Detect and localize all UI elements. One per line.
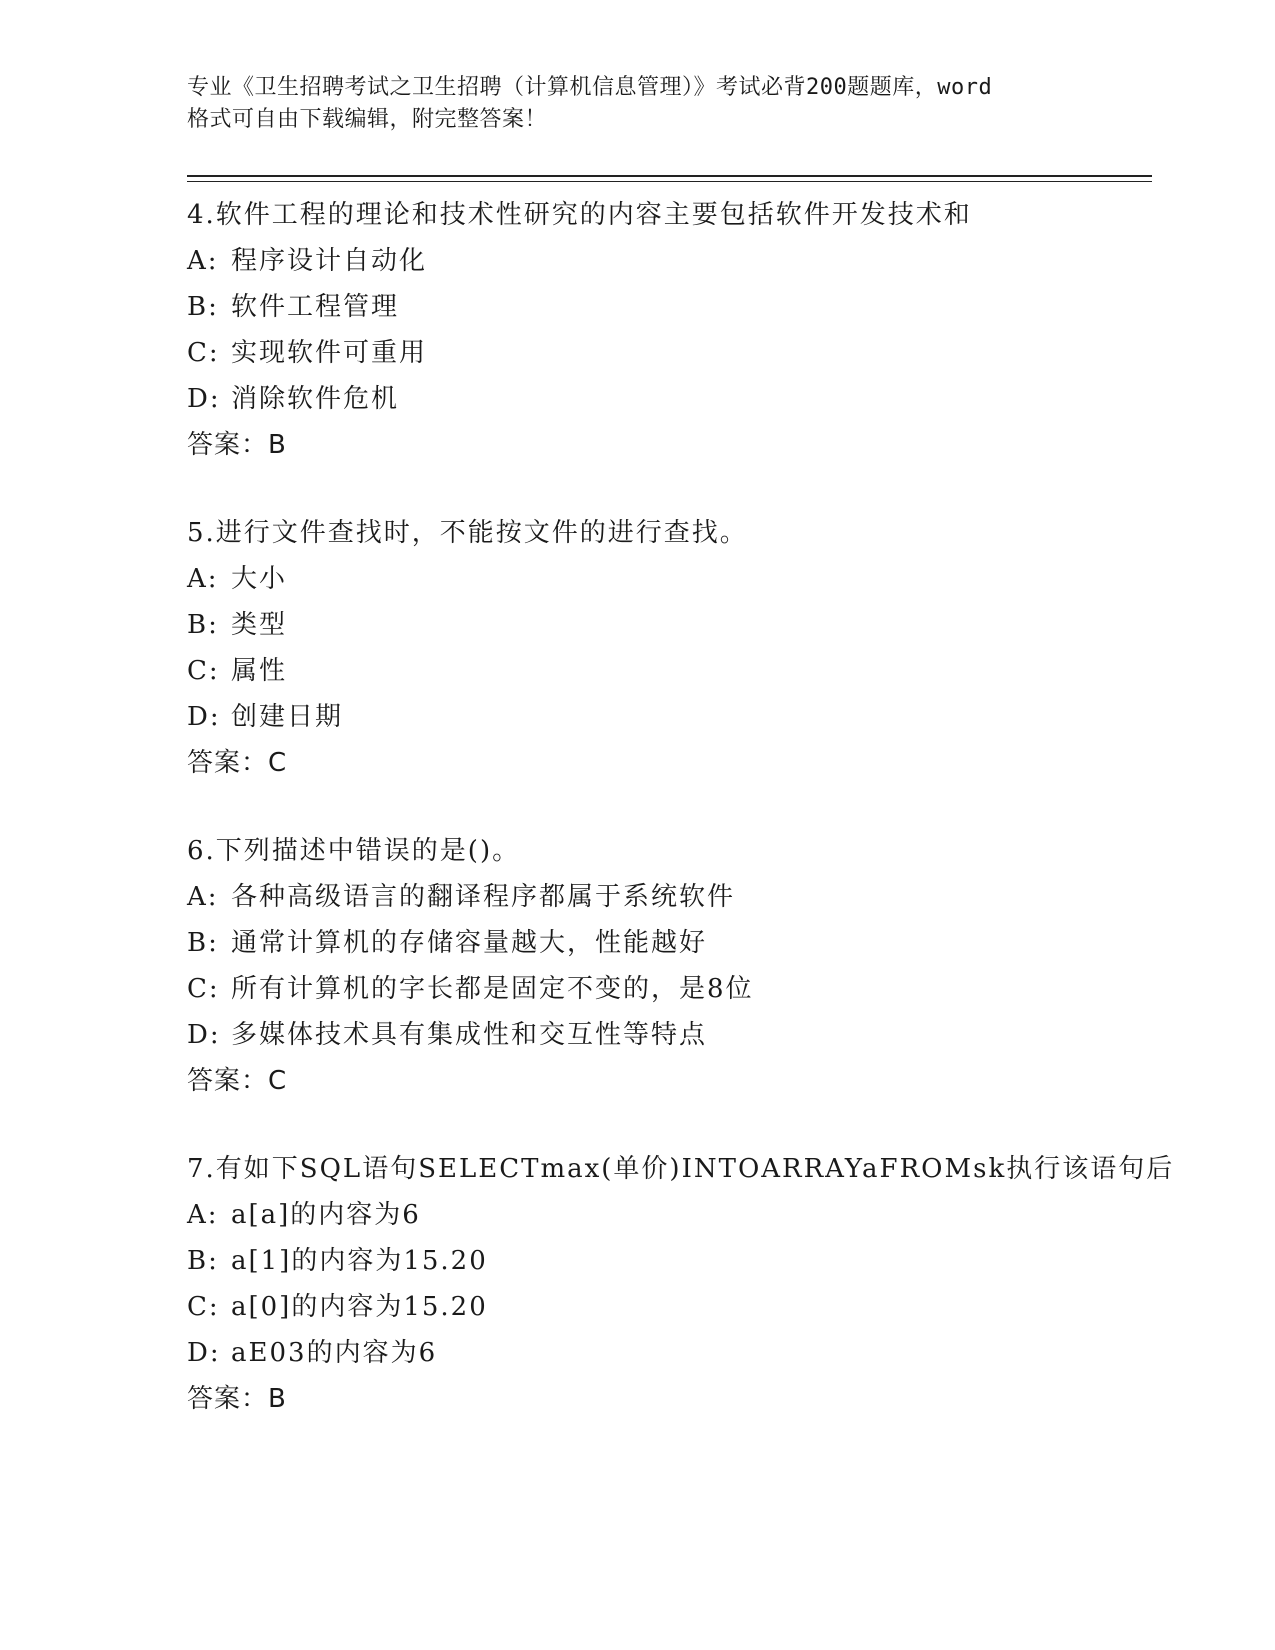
option-letter: A: [187,246,219,276]
header-line-2: 格式可自由下载编辑，附完整答案！ [187,107,548,132]
answer-label: 答案：C [187,748,288,778]
option-text: 通常计算机的存储容量越大，性能越好 [231,928,708,958]
option-a [187,556,1147,602]
option-letter: C: [187,656,220,686]
option-letter: B: [187,928,219,958]
answer-label: 答案：B [187,1384,287,1414]
option-a [187,238,1147,284]
option-text: 多媒体技术具有集成性和交互性等特点 [231,1020,708,1050]
option-letter: D: [187,1338,221,1368]
option-d [187,694,1147,740]
option-letter: C: [187,974,220,1004]
option-text: a[1]的内容为15.20 [231,1246,488,1276]
option-b [187,284,1147,330]
option-text: 消除软件危机 [231,384,400,414]
option-letter: C: [187,1292,220,1322]
option-c [187,966,1147,1012]
option-b [187,602,1147,648]
option-c [187,648,1147,694]
option-text: 所有计算机的字长都是固定不变的，是8位 [231,974,754,1004]
option-letter: D: [187,384,221,414]
option-letter: A: [187,564,219,594]
question-stem: 7.有如下SQL语句SELECTmax(单价)INTOARRAYaFROMsk执行该语句后 [187,1154,1175,1184]
option-letter: D: [187,1020,221,1050]
option-text: 属性 [231,656,288,686]
option-d [187,376,1147,422]
option-text: a[0]的内容为15.20 [231,1292,488,1322]
document-header [187,72,1107,136]
option-text: 各种高级语言的翻译程序都属于系统软件 [231,882,736,912]
option-text: 软件工程管理 [231,292,400,322]
question-block [187,510,1147,786]
option-d [187,1012,1147,1058]
option-b [187,1238,1147,1284]
option-text: a[a]的内容为6 [231,1200,421,1230]
option-text: aE03的内容为6 [231,1338,438,1368]
option-letter: B: [187,610,219,640]
option-text: 创建日期 [231,702,344,732]
option-letter: A: [187,882,219,912]
answer-label: 答案：B [187,430,287,460]
option-a [187,1192,1147,1238]
option-d [187,1330,1147,1376]
option-letter: D: [187,702,221,732]
option-text: 类型 [231,610,288,640]
option-c [187,330,1147,376]
header-line-1: 专业《卫生招聘考试之卫生招聘（计算机信息管理）》考试必背200题题库，word [187,75,993,100]
question-block [187,828,1147,1104]
option-letter: B: [187,1246,219,1276]
option-c [187,1284,1147,1330]
option-letter: B: [187,292,219,322]
option-letter: C: [187,338,220,368]
option-text: 程序设计自动化 [231,246,428,276]
option-letter: A: [187,1200,219,1230]
option-a [187,874,1147,920]
question-block [187,192,1147,468]
header-divider-thick [187,175,1152,177]
option-text: 实现软件可重用 [231,338,428,368]
question-stem: 4.软件工程的理论和技术性研究的内容主要包括软件开发技术和 [187,200,972,230]
option-b [187,920,1147,966]
answer-label: 答案：C [187,1066,288,1096]
question-stem: 5.进行文件查找时，不能按文件的进行查找。 [187,518,748,548]
header-divider-thin [187,181,1152,182]
question-stem: 6.下列描述中错误的是()。 [187,836,521,866]
option-text: 大小 [231,564,288,594]
question-block [187,1146,1175,1422]
